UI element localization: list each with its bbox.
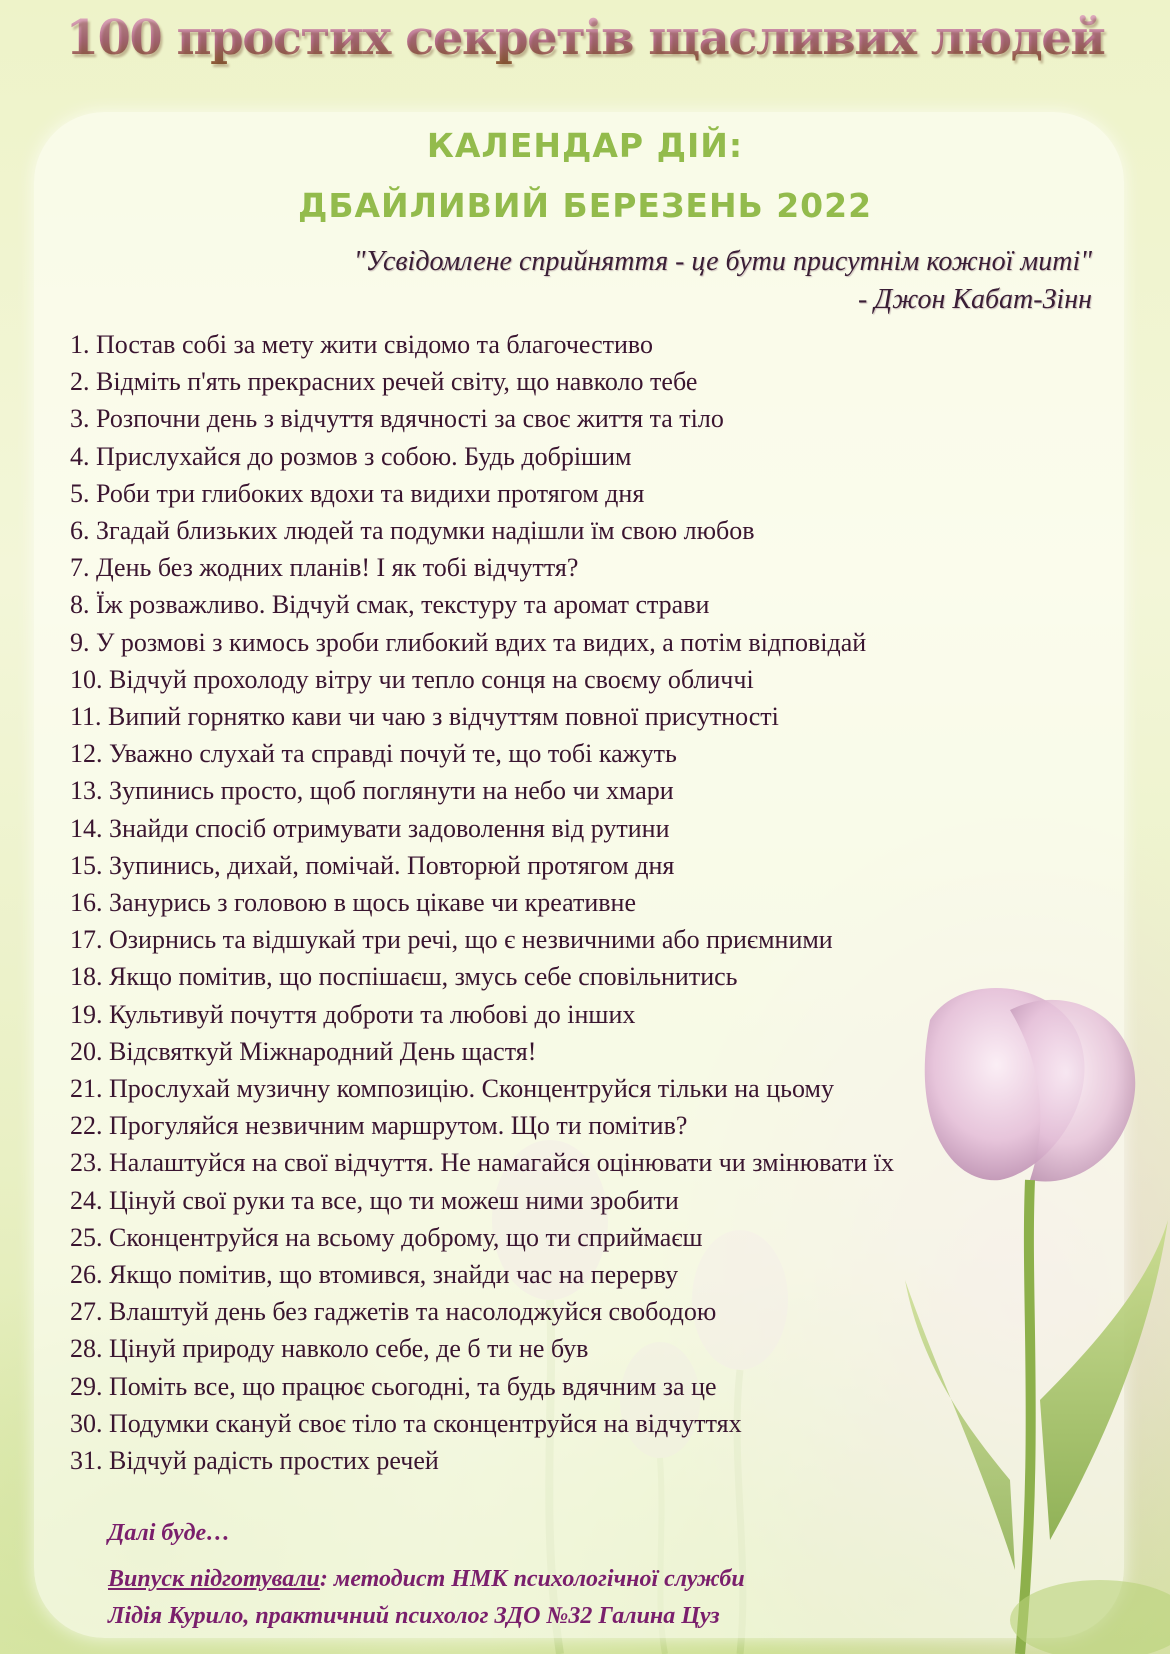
list-item: 8. Їж розважливо. Відчуй смак, текстуру та аромат страви bbox=[70, 590, 710, 620]
continued-note: Далі буде… bbox=[108, 1520, 231, 1546]
list-item: 10. Відчуй прохолоду вітру чи тепло сонця на своєму обличчі bbox=[70, 664, 754, 694]
list-item: 12. Уважно слухай та справді почуй те, що тобі кажуть bbox=[70, 739, 677, 769]
list-item: 9. У розмові з кимось зроби глибокий вдих та видих, а потім відповідай bbox=[70, 627, 867, 657]
list-item: 18. Якщо помітив, що поспішаєш, змусь себе сповільнитись bbox=[70, 962, 738, 992]
credits-label: Випуск підготували bbox=[108, 1566, 320, 1592]
quote-text: "Усвідомлене сприйняття - це бути присутнім кожної миті" bbox=[353, 246, 1092, 277]
list-item: 4. Прислухайся до розмов з собою. Будь добрішим bbox=[70, 441, 632, 471]
list-item: 1. Постав собі за мету жити свідомо та благочестиво bbox=[70, 330, 653, 359]
main-title: 100 простих секретів щасливих людей bbox=[0, 10, 1170, 66]
list-item: 21. Прослухай музичну композицію. Сконцентруйся тільки на цьому bbox=[70, 1074, 834, 1104]
list-item: 22. Прогуляйся незвичним маршрутом. Що ти помітив? bbox=[70, 1111, 688, 1141]
list-item: 2. Відміть п'ять прекрасних речей світу, що навколо тебе bbox=[70, 367, 698, 397]
list-item: 3. Розпочни день з відчуття вдячності за своє життя та тіло bbox=[70, 404, 724, 434]
list-item: 20. Відсвяткуй Міжнародний День щастя! bbox=[70, 1036, 537, 1066]
list-item: 13. Зупинись просто, щоб поглянути на небо чи хмари bbox=[70, 776, 674, 806]
list-item: 17. Озирнись та відшукай три речі, що є незвичними або приємними bbox=[70, 925, 833, 955]
calendar-heading: КАЛЕНДАР ДІЙ: bbox=[426, 126, 744, 165]
calendar-subheading: ДБАЙЛИВИЙ БЕРЕЗЕНЬ 2022 bbox=[297, 186, 873, 225]
list-item: 26. Якщо помітив, що втомився, знайди час на перерву bbox=[70, 1260, 679, 1290]
list-item: 16. Занурись з головою в щось цікаве чи креативне bbox=[70, 888, 637, 918]
list-item: 11. Випий горнятко кави чи чаю з відчуттям повної присутності bbox=[70, 702, 779, 732]
credits-authors: Лідія Курило, практичний психолог ЗДО №32 Галина Цуз bbox=[108, 1603, 720, 1629]
list-item: 28. Цінуй природу навколо себе, де б ти не був bbox=[70, 1334, 589, 1364]
list-item: 29. Поміть все, що працює сьогодні, та будь вдячним за це bbox=[70, 1371, 717, 1401]
action-list bbox=[70, 326, 1100, 1479]
credits-line bbox=[108, 1566, 745, 1593]
credits-methodist: : методист НМК психологічної служби bbox=[319, 1566, 745, 1592]
list-item: 30. Подумки скануй своє тіло та сконцентруйся на відчуттях bbox=[70, 1408, 742, 1438]
list-item: 23. Налаштуйся на свої відчуття. Не намагайся оцінювати чи змінювати їх bbox=[70, 1148, 894, 1178]
list-item: 24. Цінуй свої руки та все, що ти можеш ними зробити bbox=[70, 1185, 679, 1215]
list-item: 6. Згадай близьких людей та подумки надішли їм свою любов bbox=[70, 516, 755, 546]
list-item: 15. Зупинись, дихай, помічай. Повторюй протягом дня bbox=[70, 850, 675, 880]
list-item: 19. Культивуй почуття доброти та любові до інших bbox=[70, 999, 636, 1029]
list-item: 31. Відчуй радість простих речей bbox=[70, 1446, 439, 1476]
list-item: 7. День без жодних планів! І як тобі відчуття? bbox=[70, 553, 579, 583]
list-item: 5. Роби три глибоких вдохи та видихи протягом дня bbox=[70, 478, 645, 508]
quote-author: - Джон Кабат-Зінн bbox=[857, 284, 1092, 315]
list-item: 14. Знайди спосіб отримувати задоволення від рутини bbox=[70, 813, 670, 843]
list-item: 25. Сконцентруйся на всьому доброму, що ти сприймаєш bbox=[70, 1222, 703, 1252]
list-item: 27. Влаштуй день без гаджетів та насолоджуйся свободою bbox=[70, 1297, 717, 1327]
